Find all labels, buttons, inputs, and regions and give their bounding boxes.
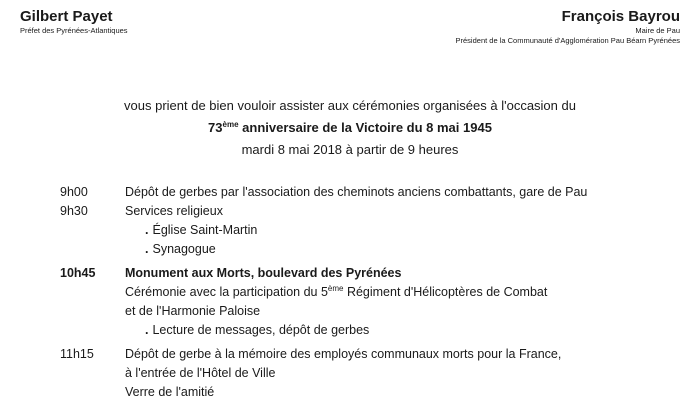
detail-text: Cérémonie avec la participation du 5 bbox=[125, 285, 328, 299]
item-text: Services religieux bbox=[125, 204, 223, 218]
left-signatory bbox=[20, 8, 128, 36]
title-number: 73 bbox=[208, 120, 223, 135]
program-item bbox=[60, 183, 680, 202]
item-time: 9h00 bbox=[60, 185, 88, 199]
invitation-title bbox=[0, 117, 700, 139]
program-detail bbox=[60, 364, 680, 383]
subitem-text: Église Saint-Martin bbox=[152, 223, 258, 237]
right-signatory-name: François Bayrou bbox=[561, 8, 680, 25]
program-item bbox=[60, 345, 680, 364]
bullet-icon: . bbox=[145, 323, 149, 337]
detail-text: et de l'Harmonie Paloise bbox=[125, 304, 261, 318]
left-signatory-name: Gilbert Payet bbox=[20, 8, 113, 25]
program bbox=[60, 183, 680, 402]
right-signatory-role-1: Maire de Pau bbox=[635, 26, 680, 35]
right-signatory-role-2: Président de la Communauté d'Agglomération Pau Béarn Pyrénées bbox=[455, 35, 680, 45]
item-time: 11h15 bbox=[60, 347, 94, 361]
detail-text: Régiment d'Hélicoptères de Combat bbox=[343, 285, 548, 299]
program-detail bbox=[60, 302, 680, 321]
title-superscript: ème bbox=[222, 120, 239, 129]
invitation bbox=[0, 95, 700, 161]
detail-text: à l'entrée de l'Hôtel de Ville bbox=[125, 366, 276, 380]
right-signatory bbox=[456, 8, 680, 45]
item-text: Dépôt de gerbe à la mémoire des employés communaux morts pour la France, bbox=[125, 347, 562, 361]
invitation-date: mardi 8 mai 2018 à partir de 9 heures bbox=[241, 142, 459, 157]
invitation-line-1: vous prient de bien vouloir assister aux cérémonies organisées à l'occasion du bbox=[124, 98, 576, 113]
program-subitem bbox=[60, 221, 680, 240]
program-subitem bbox=[60, 321, 680, 340]
item-text: Monument aux Morts, boulevard des Pyrénées bbox=[125, 266, 402, 280]
subitem-text: Lecture de messages, dépôt de gerbes bbox=[152, 323, 370, 337]
program-subitem bbox=[60, 240, 680, 259]
subitem-text: Synagogue bbox=[152, 242, 216, 256]
bullet-icon: . bbox=[145, 242, 149, 256]
item-time: 10h45 bbox=[60, 266, 96, 280]
program-item bbox=[60, 202, 680, 221]
bullet-icon: . bbox=[145, 223, 149, 237]
detail-text: Verre de l'amitié bbox=[125, 385, 215, 399]
item-time: 9h30 bbox=[60, 204, 88, 218]
program-detail bbox=[60, 283, 680, 302]
title-rest: anniversaire de la Victoire du 8 mai 1945 bbox=[238, 120, 492, 135]
program-detail bbox=[60, 383, 680, 402]
program-item bbox=[60, 264, 680, 283]
item-text: Dépôt de gerbes par l'association des cheminots anciens combattants, gare de Pau bbox=[125, 185, 588, 199]
detail-superscript: ème bbox=[327, 284, 344, 293]
left-signatory-role: Préfet des Pyrénées-Atlantiques bbox=[20, 26, 128, 35]
